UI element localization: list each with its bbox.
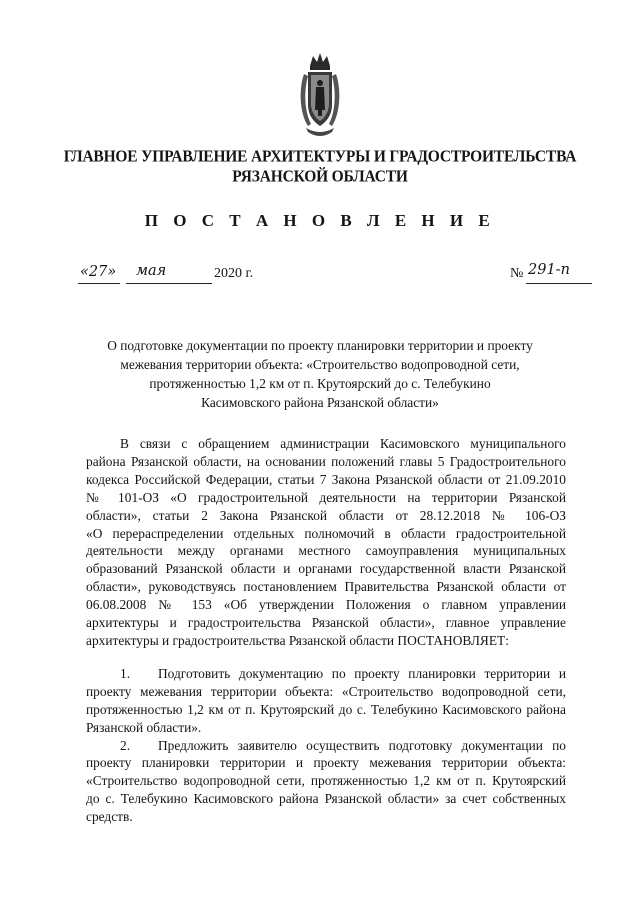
item-number: 2.	[120, 737, 131, 753]
list-item	[86, 665, 566, 737]
date-day: «27»	[80, 264, 117, 280]
preamble-line: архитектуры и градостроительства Рязанской области ПОСТАНОВЛЯЕТ:	[86, 632, 509, 648]
preamble-line: деятельности между органами местного самоуправления муниципальных	[86, 543, 566, 559]
date-year: 2020 г.	[214, 266, 254, 281]
item-first-line	[86, 737, 566, 755]
item-line: проекту межевания территории объекта: «Строительство водопроводной сети,	[86, 683, 566, 699]
organization-name-line2: РЯЗАНСКОЙ ОБЛАСТИ	[232, 166, 408, 186]
item-line: протяженностью 1,2 км от п. Крутоярский до с. Телебукино Касимовского района	[86, 701, 566, 717]
subject-line: протяженностью 1,2 км от п. Крутоярский до с. Телебукино	[149, 376, 491, 391]
item-number: 1.	[120, 665, 131, 681]
preamble-line: образований Рязанской области и органами государственной власти Рязанской	[86, 561, 566, 577]
document-subject	[90, 336, 550, 412]
document-type-title: П О С Т А Н О В Л Е Н И Е	[144, 211, 496, 230]
document-number-value: 291-п	[528, 262, 570, 278]
list-item	[86, 737, 566, 827]
document-body	[86, 435, 566, 826]
preamble-line: № 101-ОЗ «О градостроительной деятельности на территории Рязанской	[86, 489, 566, 505]
subject-line: О подготовке документации по проекту планировки территории и проекту	[107, 338, 533, 353]
item-line: Предложить заявителю осуществить подготовку документации по	[158, 737, 566, 753]
document-number-label: №	[510, 266, 524, 281]
item-line: средств.	[86, 809, 133, 825]
preamble-line: области», статьи 2 Закона Рязанской области от 28.12.2018 № 106-ОЗ	[86, 507, 566, 523]
item-line: до с. Телебукино Касимовского района Рязанской области» за счет собственных	[86, 791, 566, 807]
preamble-line: 06.08.2008 № 153 «Об утверждении Положения о главном управлении	[86, 597, 566, 613]
item-first-line	[86, 665, 566, 683]
preamble-line: В связи с обращением администрации Касимовского муниципального	[120, 436, 566, 451]
organization-name-line1: ГЛАВНОЕ УПРАВЛЕНИЕ АРХИТЕКТУРЫ И ГРАДОСТРОИТЕЛЬСТВА	[63, 146, 577, 166]
date-day-underline	[78, 283, 120, 284]
document-number-underline	[526, 283, 592, 284]
subject-line: межевания территории объекта: «Строительство водопроводной сети,	[120, 357, 520, 372]
preamble-line: архитектуры и градостроительства Рязанской области», главное управление	[86, 615, 566, 631]
preamble-line: области», руководствуясь постановлением Правительства Рязанской области от	[86, 579, 566, 595]
item-line: Подготовить документацию по проекту планировки территории и	[158, 665, 566, 681]
item-line: «Строительство водопроводной сети, протяженностью 1,2 км от п. Крутоярский	[86, 773, 566, 789]
coat-of-arms-icon	[298, 52, 342, 138]
date-month-underline	[126, 283, 212, 284]
subject-line: Касимовского района Рязанской области»	[201, 395, 439, 410]
preamble-line: кодекса Российской Федерации, статьи 7 Закона Рязанской области от 21.09.2010	[86, 471, 566, 487]
item-line: проекту планировки территории и проекту межевания территории объекта:	[86, 755, 566, 771]
preamble-line: «О перераспределении отдельных полномочий в области градостроительной	[86, 525, 566, 541]
date-month: мая	[136, 263, 167, 279]
item-line: Рязанской области».	[86, 719, 202, 735]
preamble-line: района Рязанской области, на основании положений главы 5 Градостроительного	[86, 453, 566, 469]
